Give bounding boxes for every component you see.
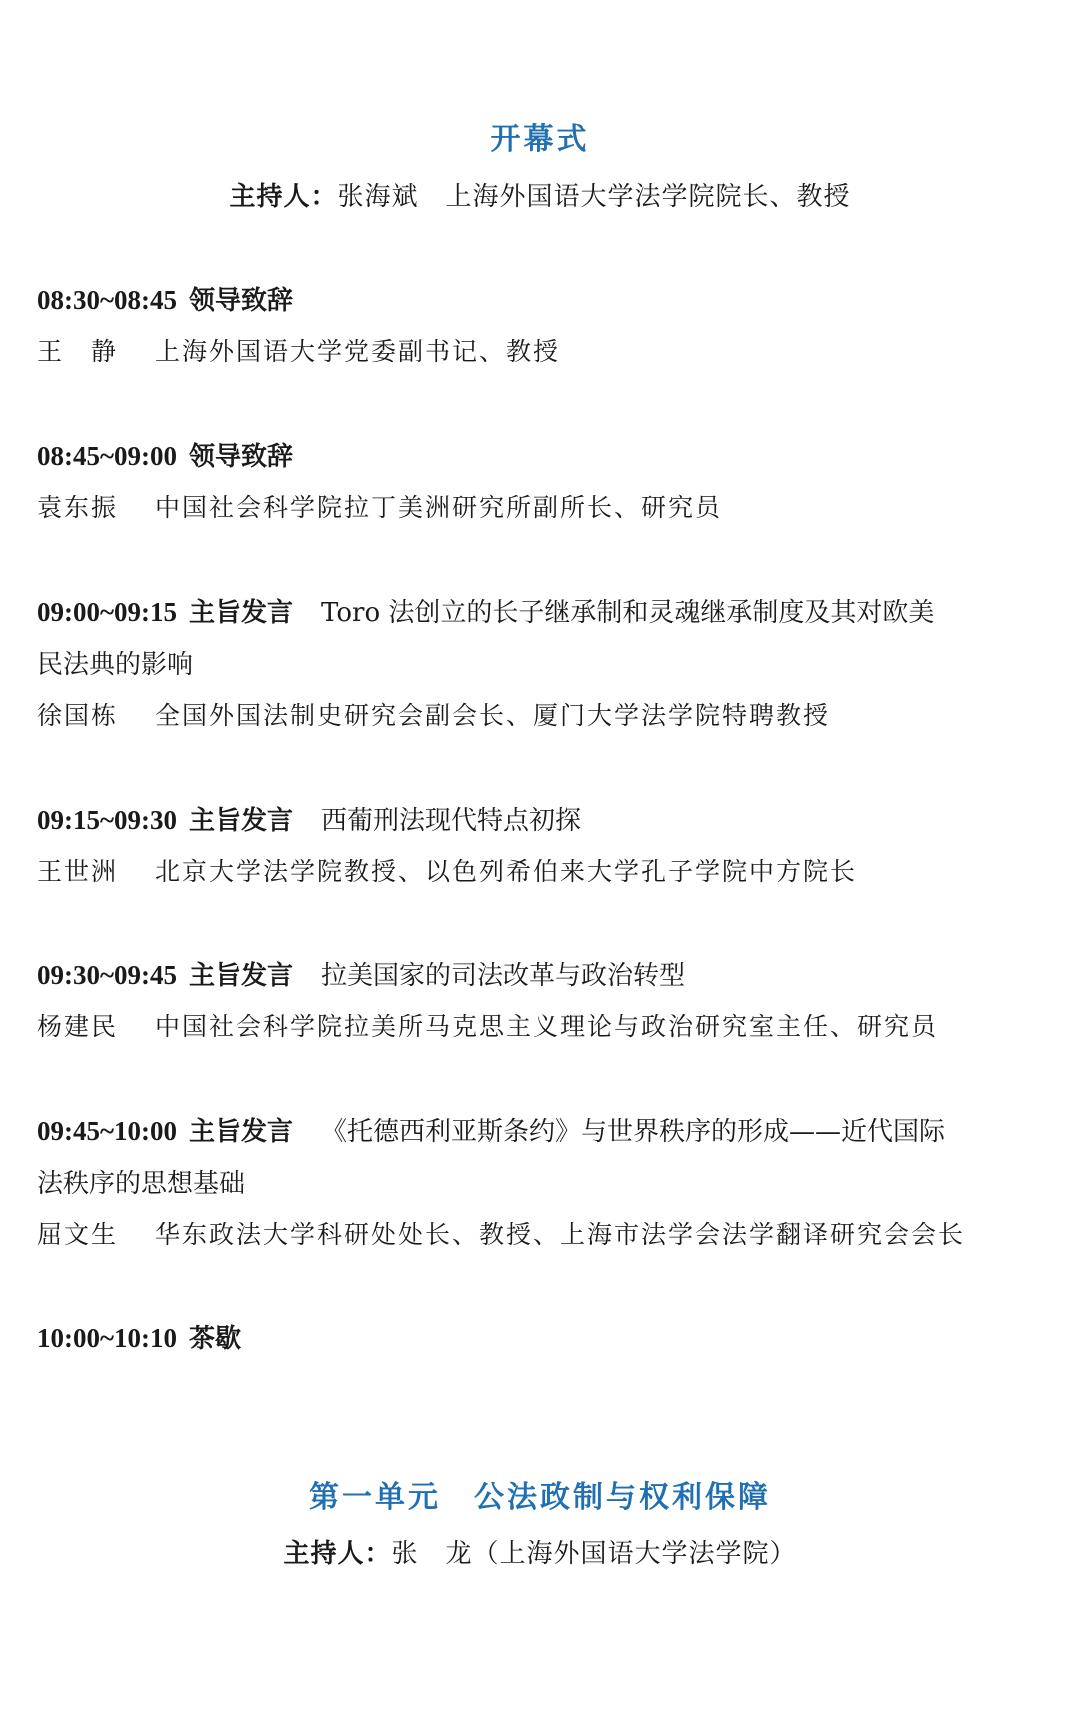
session-row	[37, 1111, 945, 1148]
unit1-title: 第一单元 公法政制与权利保障	[309, 1480, 771, 1515]
session-kind: 主旨发言	[189, 598, 294, 628]
session-speaker-line	[37, 852, 857, 888]
speaker-name: 王世洲	[37, 857, 119, 886]
session-kind: 领导致辞	[189, 286, 294, 316]
session-topic: Toro 法创立的长子继承制和灵魂继承制度及其对欧美	[321, 598, 935, 628]
session-row	[37, 800, 581, 837]
session-speaker-line	[37, 488, 722, 524]
session-time: 08:30~08:45	[37, 285, 178, 315]
session-kind: 主旨发言	[189, 961, 294, 991]
session-speaker-line	[37, 696, 830, 732]
session-topic: 西葡刑法现代特点初探	[321, 806, 582, 836]
session-time: 09:15~09:30	[37, 805, 178, 835]
session-time: 10:00~10:10	[37, 1323, 178, 1353]
speaker-affiliation: 北京大学法学院教授、以色列希伯来大学孔子学院中方院长	[155, 857, 858, 886]
session-time: 09:30~09:45	[37, 960, 178, 990]
speaker-affiliation: 中国社会科学院拉丁美洲研究所副所长、研究员	[155, 493, 723, 522]
speaker-affiliation: 中国社会科学院拉美所马克思主义理论与政治研究室主任、研究员	[155, 1012, 939, 1041]
speaker-name: 王 静	[37, 337, 119, 366]
session-row	[37, 955, 685, 992]
opening-host-line	[0, 176, 1080, 213]
session-topic-continued: 法秩序的思想基础	[37, 1169, 246, 1199]
session-time: 09:45~10:00	[37, 1116, 178, 1146]
unit1-host-label: 主持人：	[283, 1539, 392, 1569]
session-speaker-line	[37, 1007, 938, 1043]
speaker-name: 袁东振	[37, 493, 119, 522]
speaker-name: 徐国栋	[37, 701, 119, 730]
session-time: 08:45~09:00	[37, 441, 178, 471]
session-topic: 拉美国家的司法改革与政治转型	[321, 961, 686, 991]
unit1-host-line	[0, 1533, 1080, 1570]
speaker-name: 杨建民	[37, 1012, 119, 1041]
session-speaker-line	[37, 332, 560, 368]
session-speaker-line	[37, 1215, 965, 1251]
opening-host-text: 张海斌 上海外国语大学法学院院长、教授	[337, 182, 851, 212]
session-row	[37, 592, 934, 629]
speaker-affiliation: 华东政法大学科研处处长、教授、上海市法学会法学翻译研究会会长	[155, 1220, 966, 1249]
session-row	[37, 436, 293, 473]
session-kind: 领导致辞	[189, 442, 294, 472]
session-kind: 茶歇	[189, 1324, 242, 1354]
session-row	[37, 1318, 241, 1355]
session-row	[37, 280, 293, 317]
opening-host-label: 主持人：	[229, 182, 338, 212]
session-kind: 主旨发言	[189, 806, 294, 836]
session-kind: 主旨发言	[189, 1117, 294, 1147]
speaker-name: 屈文生	[37, 1220, 119, 1249]
speaker-affiliation: 上海外国语大学党委副书记、教授	[155, 337, 561, 366]
unit1-host-text: 张 龙（上海外国语大学法学院）	[391, 1539, 797, 1569]
speaker-affiliation: 全国外国法制史研究会副会长、厦门大学法学院特聘教授	[155, 701, 831, 730]
session-time: 09:00~09:15	[37, 597, 178, 627]
opening-title: 开幕式	[490, 122, 590, 157]
session-topic: 《托德西利亚斯条约》与世界秩序的形成——近代国际	[321, 1117, 946, 1147]
session-topic-continued: 民法典的影响	[37, 650, 194, 680]
